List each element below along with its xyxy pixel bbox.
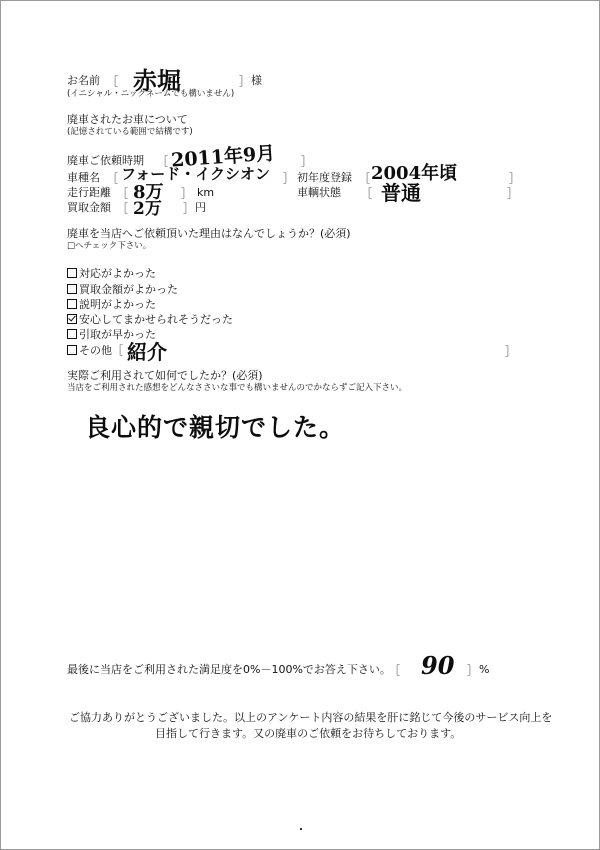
condition-value: 普通 xyxy=(381,181,421,205)
name-value: 赤堀 xyxy=(133,66,181,95)
name-note: (イニシャル・ニックネームでも構いません) xyxy=(67,89,235,99)
checkbox[interactable] xyxy=(67,299,77,309)
checkbox[interactable] xyxy=(67,329,77,339)
bracket-open: ［ xyxy=(389,664,400,677)
mileage-value: 8万 xyxy=(133,182,164,203)
reason-option-label: 買取金額がよかった xyxy=(79,283,178,296)
checkbox[interactable] xyxy=(67,268,77,278)
model-label: 車種名 xyxy=(67,171,100,184)
reason-option-label: その他 xyxy=(79,344,112,357)
bracket-open: ［ xyxy=(112,344,123,357)
feedback-question: 実際ご利用されて如何でしたか？(必須) xyxy=(67,369,263,382)
reason-instruction: □へチェック下さい。 xyxy=(67,241,152,251)
feedback-answer: 良心的で親切でした。 xyxy=(85,413,346,442)
closing-line-1: ご協力ありがとうございました。以上のアンケート内容の結果を肝に銘じて今後のサービス向上を xyxy=(69,711,553,724)
bracket-close: ］ xyxy=(509,172,520,185)
feedback-note: 当店をご利用された感想をどんなささいな事でも構いませんのでかならずご記入下さい。 xyxy=(67,383,408,393)
reason-option[interactable] xyxy=(67,298,156,311)
condition-label: 車輌状態 xyxy=(297,186,341,199)
bracket-open: ［ xyxy=(107,172,118,185)
registration-value: 2004年頃 xyxy=(371,163,458,184)
scan-speck xyxy=(300,828,302,830)
reason-option-label: 引取が早かった xyxy=(79,328,156,341)
vehicle-note: (記憶されている範囲で結構です) xyxy=(67,127,193,137)
bracket-open: ［ xyxy=(117,187,128,200)
request-date-label: 廃車ご依頼時期 xyxy=(67,154,144,167)
bracket-close: ］ xyxy=(505,345,516,358)
bracket-close: ］ xyxy=(283,172,294,185)
request-date-value: 2011年9月 xyxy=(170,142,276,172)
name-suffix: 様 xyxy=(251,74,262,87)
checkbox[interactable] xyxy=(67,284,77,294)
checkbox-checked[interactable] xyxy=(67,314,77,324)
price-value: 2万 xyxy=(133,199,162,219)
reason-option-label: 安心してまかせられそうだった xyxy=(79,313,233,326)
mileage-label: 走行距離 xyxy=(67,186,111,199)
satisfaction-value: 90 xyxy=(421,651,455,680)
bracket-close: ］ xyxy=(183,202,194,215)
checkbox[interactable] xyxy=(67,345,77,355)
bracket-open: ［ xyxy=(107,75,118,88)
bracket-close: ］ xyxy=(507,187,518,200)
name-label: お名前 xyxy=(67,74,100,87)
bracket-open: ［ xyxy=(117,202,128,215)
vehicle-heading: 廃車されたお車について xyxy=(67,113,188,126)
reason-option-label: 対応がよかった xyxy=(79,267,156,280)
closing-line-2: 目指して行きます。又の廃車のご依頼をお待ちしております。 xyxy=(155,727,462,740)
reason-option[interactable] xyxy=(67,283,178,296)
other-reason-value: 紹介 xyxy=(127,340,167,364)
reason-option[interactable] xyxy=(67,313,233,326)
bracket-close: ］ xyxy=(181,187,192,200)
bracket-open: ［ xyxy=(361,187,372,200)
bracket-close: ］ xyxy=(301,155,312,168)
price-label: 買取金額 xyxy=(67,201,111,214)
bracket-open: ［ xyxy=(359,172,370,185)
reason-option[interactable] xyxy=(67,267,156,280)
price-unit: 円 xyxy=(195,201,206,214)
bracket-close: ］ xyxy=(239,75,250,88)
bracket-close: ］ xyxy=(467,664,478,677)
bracket-open: ［ xyxy=(157,155,168,168)
reason-option-label: 説明がよかった xyxy=(79,298,156,311)
mileage-unit: km xyxy=(197,186,215,199)
satisfaction-question: 最後に当店をご利用された満足度を0%－100%でお答え下さい。 xyxy=(67,663,391,676)
registration-label: 初年度登録 xyxy=(297,171,352,184)
satisfaction-unit: % xyxy=(479,663,490,676)
model-value: フォード・イクシオン xyxy=(121,165,270,183)
reason-question: 廃車を当店へご依頼頂いた理由はなんでしょうか？(必須) xyxy=(67,227,351,240)
reason-option[interactable] xyxy=(67,344,123,357)
